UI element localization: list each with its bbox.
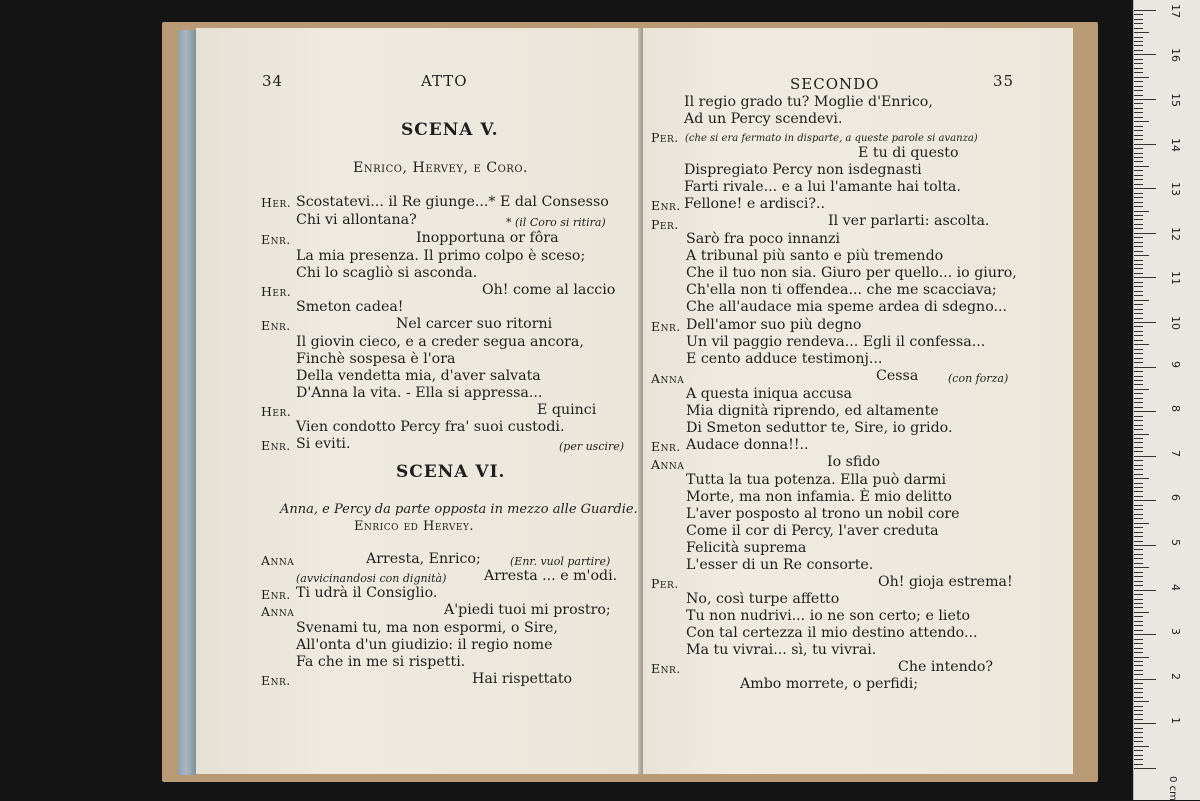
ruler-tick (1134, 652, 1143, 653)
ruler-tick (1134, 612, 1149, 613)
speaker: Anna (651, 457, 685, 472)
ruler-tick (1134, 175, 1143, 176)
ruler-tick (1134, 291, 1143, 292)
ruler-mark-label: 2 (1169, 672, 1182, 680)
ruler-tick (1134, 496, 1143, 497)
ruler-tick (1134, 153, 1143, 154)
ruler-tick (1134, 344, 1149, 345)
ruler-tick (1134, 193, 1143, 194)
speaker: Enr. (651, 661, 681, 676)
ruler-tick (1134, 166, 1149, 167)
ruler-tick (1134, 353, 1143, 354)
ruler-tick (1134, 90, 1143, 91)
speaker: Enr. (261, 232, 291, 247)
ruler-tick (1134, 616, 1143, 617)
ruler-tick (1134, 63, 1143, 64)
ruler-tick (1134, 420, 1143, 421)
ruler-tick (1134, 95, 1143, 96)
scene-characters: Enrico ed Hervey. (354, 519, 475, 534)
ruler-tick (1134, 688, 1143, 689)
ruler-tick (1134, 714, 1143, 715)
ruler-tick (1134, 657, 1149, 658)
verse-line: Oh! come al laccio (482, 282, 616, 298)
ruler-mark-label: 7 (1169, 449, 1182, 457)
measuring-ruler (1133, 0, 1200, 800)
ruler-tick (1134, 340, 1143, 341)
ruler-tick (1134, 478, 1149, 479)
verse-line: Mia dignità riprendo, ed altamente (686, 403, 939, 419)
speaker: Enr. (261, 318, 291, 333)
verse-line: Hai rispettato (472, 671, 573, 687)
ruler-tick (1134, 661, 1143, 662)
ruler-tick (1134, 576, 1143, 577)
ruler-tick (1134, 746, 1149, 747)
ruler-tick (1134, 50, 1143, 51)
ruler-mark-label: 12 (1169, 226, 1182, 241)
ruler-tick (1134, 99, 1156, 100)
ruler-tick (1134, 277, 1156, 278)
ruler-tick (1134, 425, 1143, 426)
speaker: Her. (261, 404, 292, 419)
ruler-mark-label: 8 (1169, 405, 1182, 413)
ruler-tick (1134, 161, 1143, 162)
speaker: Anna (261, 553, 295, 568)
ruler-tick (1134, 139, 1143, 140)
ruler-tick (1134, 202, 1143, 203)
verse-line: Vien condotto Percy fra' suoi custodi. (296, 419, 565, 435)
verse-line: Farti rivale... e a lui l'amante hai tolta. (684, 179, 961, 195)
ruler-tick (1134, 81, 1143, 82)
ruler-tick (1134, 157, 1143, 158)
verse-line: Fa che in me si rispetti. (296, 654, 466, 670)
verse-line: Tu non nudrivi... io ne son certo; e lieto (686, 608, 971, 624)
speaker: Enr. (261, 438, 291, 453)
stage-direction: (per uscire) (559, 440, 625, 453)
ruler-tick (1134, 442, 1143, 443)
ruler-tick (1134, 416, 1143, 417)
ruler-tick (1134, 268, 1143, 269)
ruler-tick (1134, 322, 1156, 323)
verse-line: Un vil paggio rendeva... Egli il confessa... (686, 334, 986, 350)
ruler-tick (1134, 456, 1156, 457)
ruler-tick (1134, 121, 1149, 122)
verse-line: L'aver posposto al trono un nobil core (686, 506, 960, 522)
ruler-tick (1134, 692, 1143, 693)
ruler-tick (1134, 68, 1143, 69)
ruler-mark-label: 16 (1169, 48, 1182, 63)
verse-line: L'esser di un Re consorte. (686, 557, 874, 573)
scene-characters: Enrico, Hervey, e Coro. (353, 160, 529, 176)
ruler-tick (1134, 759, 1143, 760)
verse-line: Ti udrà il Consiglio. (296, 585, 438, 601)
ruler-tick (1134, 741, 1143, 742)
verse-line: Ad un Percy scendevi. (684, 111, 843, 127)
ruler-mark-label: 10 (1169, 316, 1182, 330)
ruler-tick (1134, 755, 1143, 756)
ruler-tick (1134, 398, 1143, 399)
speaker: Her. (261, 284, 292, 299)
verse-line: Scostatevi... il Re giunge...* E dal Consesso (296, 194, 609, 210)
ruler-tick (1134, 599, 1143, 600)
ruler-tick (1134, 541, 1143, 542)
ruler-tick (1134, 719, 1143, 720)
verse-line: Io sfido (827, 454, 881, 470)
stage-direction: * (il Coro si ritira) (506, 216, 606, 229)
verse-line: Audace donna!!.. (686, 437, 809, 453)
ruler-tick (1134, 23, 1143, 24)
verse-line: Il giovin cieco, e a creder segua ancora, (296, 334, 584, 350)
ruler-tick (1134, 237, 1143, 238)
ruler-tick (1134, 411, 1156, 412)
verse-line: Che intendo? (898, 659, 994, 675)
ruler-tick (1134, 491, 1143, 492)
verse-line: E cento adduce testimonj... (686, 351, 883, 367)
ruler-tick (1134, 607, 1143, 608)
ruler-tick (1134, 701, 1149, 702)
verse-line: Cessa (876, 368, 919, 384)
ruler-tick (1134, 309, 1143, 310)
ruler-tick (1134, 313, 1143, 314)
verse-line: Si eviti. (296, 436, 351, 452)
ruler-tick (1134, 246, 1143, 247)
ruler-tick (1134, 590, 1156, 591)
ruler-tick (1134, 54, 1156, 55)
ruler-tick (1134, 554, 1143, 555)
verse-line: Che all'audace mia speme ardea di sdegno... (686, 299, 1008, 315)
ruler-tick (1134, 335, 1143, 336)
stage-direction: (avvicinandosi con dignità) (296, 572, 447, 585)
ruler-tick (1134, 750, 1143, 751)
ruler-tick (1134, 465, 1143, 466)
verse-line: All'onta d'un giudizio: il regio nome (296, 637, 553, 653)
ruler-tick (1134, 260, 1143, 261)
ruler-tick (1134, 41, 1143, 42)
ruler-tick (1134, 224, 1143, 225)
verse-line: A tribunal più santo e più tremendo (686, 248, 944, 264)
ruler-tick (1134, 112, 1143, 113)
verse-line: La mia presenza. Il primo colpo è sceso; (296, 248, 586, 264)
ruler-tick (1134, 367, 1156, 368)
ruler-tick (1134, 215, 1143, 216)
ruler-tick (1134, 674, 1143, 675)
verse-line: Il regio grado tu? Moglie d'Enrico, (684, 94, 933, 110)
ruler-tick (1134, 389, 1149, 390)
ruler-tick (1134, 764, 1143, 765)
ruler-tick (1134, 572, 1143, 573)
ruler-tick (1134, 483, 1143, 484)
verse-line: Nel carcer suo ritorni (396, 316, 553, 332)
ruler-tick (1134, 518, 1143, 519)
spine-strip (178, 30, 196, 775)
ruler-tick (1134, 126, 1143, 127)
ruler-tick (1134, 37, 1143, 38)
scene-title: SCENA VI. (396, 462, 506, 482)
ruler-tick (1134, 630, 1143, 631)
scene-title: SCENA V. (401, 120, 499, 140)
speaker: Enr. (261, 587, 291, 602)
ruler-tick (1134, 585, 1143, 586)
ruler-tick (1134, 536, 1143, 537)
ruler-tick (1134, 532, 1143, 533)
ruler-tick (1134, 14, 1143, 15)
ruler-tick (1134, 594, 1143, 595)
ruler-tick (1134, 19, 1143, 20)
verse-line: Dispregiato Percy non isdegnasti (684, 162, 922, 178)
ruler-mark-label: 1 (1169, 717, 1182, 725)
ruler-tick (1134, 103, 1143, 104)
ruler-tick (1134, 670, 1143, 671)
ruler-tick (1134, 326, 1143, 327)
ruler-tick (1134, 460, 1143, 461)
ruler-tick (1134, 228, 1143, 229)
ruler-tick (1134, 648, 1143, 649)
stage-direction: (che si era fermato in disparte, a queste parole si avanza) (685, 133, 978, 144)
ruler-tick (1134, 282, 1143, 283)
verse-line: Che il tuo non sia. Giuro per quello... io giuro, (686, 265, 1017, 281)
ruler-tick (1134, 505, 1143, 506)
ruler-tick (1134, 45, 1143, 46)
scene-characters-line: Anna, e Percy da parte opposta in mezzo alle Guardie. (280, 502, 638, 517)
verse-line: Smeton cadea! (296, 299, 404, 315)
verse-line: E quinci (537, 402, 597, 418)
ruler-tick (1134, 32, 1149, 33)
ruler-tick (1134, 197, 1143, 198)
speaker: Enr. (651, 319, 681, 334)
ruler-tick (1134, 59, 1143, 60)
ruler-tick (1134, 148, 1143, 149)
ruler-tick (1134, 563, 1143, 564)
ruler-tick (1134, 380, 1143, 381)
ruler-tick (1134, 286, 1143, 287)
ruler-tick (1134, 706, 1143, 707)
ruler-tick (1134, 304, 1143, 305)
ruler-tick (1134, 144, 1156, 145)
stage-direction: (Enr. vuol partire) (510, 555, 611, 568)
verse-line: Ch'ella non ti offendea... che me scacciava; (686, 282, 997, 298)
verse-line: E tu di questo (858, 145, 959, 161)
verse-line: Con tal certezza il mio destino attendo... (686, 625, 978, 641)
ruler-tick (1134, 170, 1143, 171)
ruler-tick (1134, 679, 1156, 680)
ruler-tick (1134, 242, 1143, 243)
ruler-tick (1134, 451, 1143, 452)
page-number-left: 34 (262, 72, 284, 90)
ruler-tick (1134, 634, 1156, 635)
speaker: Her. (261, 195, 292, 210)
ruler-tick (1134, 77, 1149, 78)
verse-line: No, così turpe affetto (686, 591, 840, 607)
verse-line: Di Smeton seduttor te, Sire, io grido. (686, 420, 953, 436)
ruler-tick (1134, 135, 1143, 136)
ruler-tick (1134, 251, 1143, 252)
ruler-tick (1134, 514, 1143, 515)
ruler-tick (1134, 376, 1143, 377)
verse-line: Sarò fra poco innanzi (686, 231, 841, 247)
ruler-tick (1134, 331, 1143, 332)
ruler-tick (1134, 206, 1143, 207)
ruler-tick (1134, 500, 1156, 501)
ruler-tick (1134, 697, 1143, 698)
ruler-tick (1134, 737, 1143, 738)
running-head-right: SECONDO (790, 75, 880, 93)
ruler-mark-label: 6 (1169, 494, 1182, 502)
ruler-tick (1134, 447, 1143, 448)
verse-line: Morte, ma non infamia. È mio delitto (686, 489, 952, 505)
ruler-tick (1134, 474, 1143, 475)
ruler-tick (1134, 527, 1143, 528)
ruler-tick (1134, 28, 1143, 29)
ruler-tick (1134, 429, 1143, 430)
verse-line: Della vendetta mia, d'aver salvata (296, 368, 541, 384)
scene-characters (280, 501, 638, 518)
ruler-tick (1134, 558, 1143, 559)
ruler-tick (1134, 581, 1143, 582)
ruler-tick (1134, 130, 1143, 131)
verse-line: Arresta ... e m'odi. (484, 568, 618, 584)
verse-line: A questa iniqua accusa (686, 386, 852, 402)
ruler-tick (1134, 184, 1143, 185)
speaker: Per. (651, 130, 679, 145)
ruler-tick (1134, 603, 1143, 604)
ruler-mark-label: 5 (1169, 539, 1182, 546)
stage-direction: (con forza) (948, 372, 1009, 385)
ruler-tick (1134, 300, 1149, 301)
verse-line: Ma tu vivrai... sì, tu vivrai. (686, 642, 877, 658)
verse-line: Arresta, Enrico; (366, 551, 481, 567)
ruler-tick (1134, 549, 1143, 550)
verse-line: Il ver parlarti: ascolta. (828, 213, 990, 229)
ruler-tick (1134, 732, 1143, 733)
ruler-tick (1134, 683, 1143, 684)
ruler-tick (1134, 117, 1143, 118)
ruler-tick (1134, 72, 1143, 73)
verse-line: Svenami tu, ma non espormi, o Sire, (296, 620, 558, 636)
ruler-tick (1134, 523, 1149, 524)
ruler-tick (1134, 188, 1156, 189)
ruler-mark-label: 13 (1169, 182, 1182, 197)
right-page (643, 28, 1073, 774)
ruler-mark-label: 15 (1169, 93, 1182, 107)
ruler-tick (1134, 349, 1143, 350)
ruler-tick (1134, 434, 1149, 435)
ruler-tick (1134, 371, 1143, 372)
ruler-tick (1134, 108, 1143, 109)
verse-line: Felicità suprema (686, 540, 807, 556)
ruler-tick (1134, 273, 1143, 274)
ruler-tick (1134, 639, 1143, 640)
ruler-tick (1134, 567, 1149, 568)
ruler-tick (1134, 665, 1143, 666)
ruler-mark-label: 11 (1169, 271, 1182, 286)
ruler-tick (1134, 362, 1143, 363)
ruler-tick (1134, 487, 1143, 488)
verse-line: D'Anna la vita. - Ella si appressa... (296, 385, 543, 401)
ruler-mark-label: 17 (1169, 3, 1182, 18)
ruler-tick (1134, 86, 1143, 87)
speaker: Enr. (261, 673, 291, 688)
verse-line: Tutta la tua potenza. Ella può darmi (686, 472, 947, 488)
verse-line: Come il cor di Percy, l'aver creduta (686, 523, 939, 539)
ruler-tick (1134, 393, 1143, 394)
ruler-mark-label: 9 (1169, 360, 1182, 368)
running-head-left: ATTO (421, 72, 468, 90)
ruler-tick (1134, 211, 1149, 212)
ruler-tick (1134, 358, 1143, 359)
ruler-tick (1134, 295, 1143, 296)
ruler-tick (1134, 255, 1149, 256)
ruler-tick (1134, 402, 1143, 403)
ruler-tick (1134, 219, 1143, 220)
speaker: Anna (651, 371, 685, 386)
ruler-tick (1134, 710, 1143, 711)
page-number-right: 35 (993, 72, 1015, 90)
ruler-tick (1134, 264, 1143, 265)
ruler-tick (1134, 233, 1156, 234)
ruler-tick (1134, 179, 1143, 180)
ruler-tick (1134, 768, 1156, 769)
verse-line: Chi vi allontana? (296, 212, 417, 228)
ruler-tick (1134, 723, 1156, 724)
ruler-mark-label: 4 (1169, 583, 1182, 591)
speaker: Per. (651, 217, 679, 232)
ruler-tick (1134, 509, 1143, 510)
ruler-unit-label: 0 cm (1166, 776, 1178, 801)
ruler-tick (1134, 625, 1143, 626)
verse-line: A'piedi tuoi mi prostro; (444, 602, 611, 618)
verse-line: Inopportuna or fôra (416, 230, 559, 246)
verse-line: Chi lo scagliò si asconda. (296, 265, 478, 281)
verse-line: Fellone! e ardisci?.. (684, 196, 825, 212)
ruler-tick (1134, 545, 1156, 546)
ruler-tick (1134, 407, 1143, 408)
verse-line: Oh! gioja estrema! (878, 574, 1013, 590)
ruler-tick (1134, 318, 1143, 319)
left-page (196, 28, 642, 774)
ruler-tick (1134, 469, 1143, 470)
verse-line: Dell'amor suo più degno (686, 317, 862, 333)
verse-line: Ambo morrete, o perfidi; (740, 676, 919, 692)
ruler-tick (1134, 643, 1143, 644)
verse-line: Finchè sospesa è l'ora (296, 351, 456, 367)
ruler-tick (1134, 384, 1143, 385)
speaker: Per. (651, 576, 679, 591)
ruler-tick (1134, 10, 1156, 11)
ruler-mark-label: 14 (1169, 137, 1182, 152)
ruler-tick (1134, 621, 1143, 622)
speaker: Enr. (651, 198, 681, 213)
ruler-tick (1134, 438, 1143, 439)
speaker: Enr. (651, 439, 681, 454)
ruler-mark-label: 3 (1169, 628, 1182, 636)
ruler-tick (1134, 728, 1143, 729)
speaker: Anna (261, 604, 295, 619)
